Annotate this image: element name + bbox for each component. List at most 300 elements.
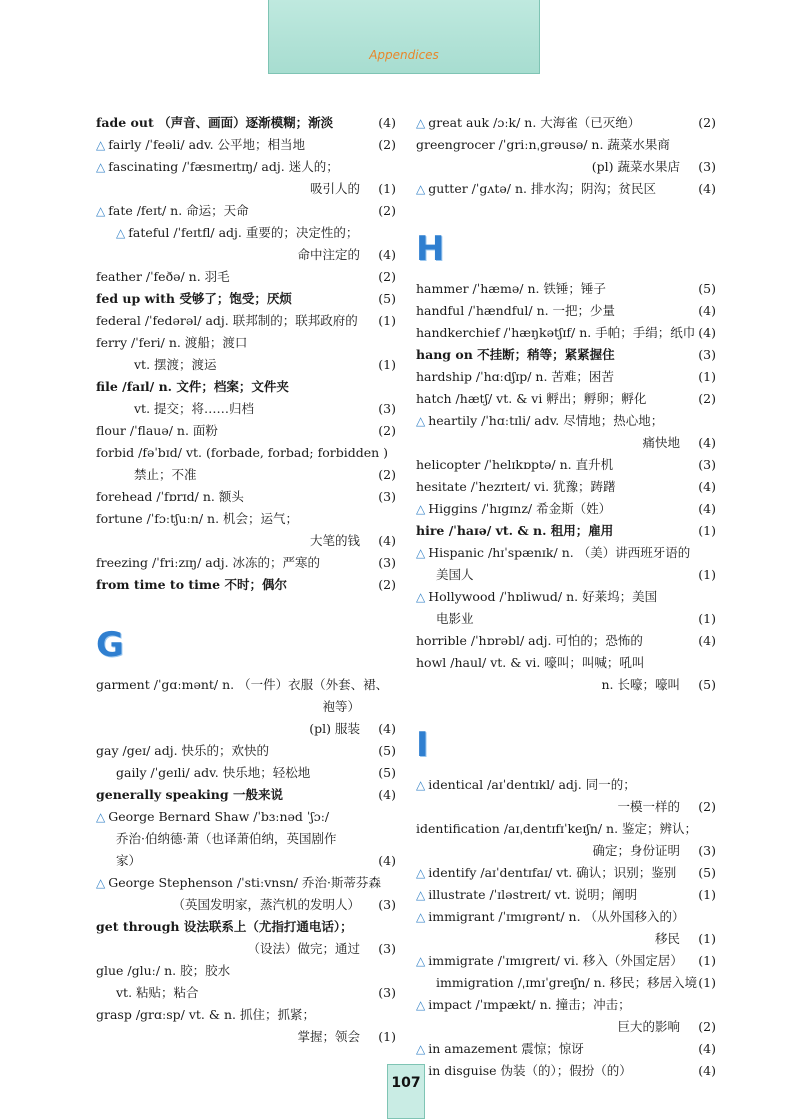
- entry-unit: (2): [378, 137, 396, 152]
- entry-text: [96, 112, 333, 134]
- entry-body: vt. 摆渡；渡运: [134, 357, 217, 372]
- entry-unit: (5): [378, 743, 396, 758]
- entry-unit: (1): [698, 567, 716, 582]
- entry-body: fade out （声音、画面）逐渐模糊；渐淡: [96, 115, 334, 130]
- entry-text: [116, 850, 141, 872]
- entry-text: [310, 530, 360, 552]
- entry-text: [592, 840, 680, 862]
- entry-unit: (1): [378, 181, 396, 196]
- entry-text: [134, 464, 197, 486]
- entry-text: [416, 994, 631, 1016]
- triangle-icon: △: [416, 866, 426, 880]
- entry-text: [310, 178, 360, 200]
- entry-body: （设法）做完；通过: [247, 941, 360, 956]
- entry-unit: (3): [698, 159, 716, 174]
- glossary-entry: [416, 994, 716, 1016]
- entry-unit: (1): [698, 611, 716, 626]
- entry-unit: (2): [378, 577, 396, 592]
- entry-body: fortune /ˈfɔːtʃuːn/ n. 机会；运气；: [96, 511, 299, 526]
- entry-body: get through 设法联系上（尤指打通电话）；: [96, 919, 353, 934]
- entry-body: fateful /ˈfeɪtfl/ adj. 重要的；决定性的；: [128, 225, 359, 240]
- entry-text: [96, 156, 339, 178]
- glossary-entry: [96, 508, 396, 530]
- entry-body: immigrate /ˈɪmɪgreɪt/ vi. 移入（外国定居）: [428, 953, 683, 968]
- glossary-entry: [416, 134, 716, 156]
- glossary-entry: [96, 200, 396, 222]
- entry-unit: (1): [698, 369, 716, 384]
- entry-text: [655, 928, 680, 950]
- glossary-entry: [96, 982, 396, 1004]
- entry-unit: (2): [698, 799, 716, 814]
- entry-text: [416, 410, 663, 432]
- page-number-box: [387, 1064, 425, 1119]
- glossary-entry: [416, 156, 716, 178]
- entry-text: [436, 564, 474, 586]
- glossary-entry: [416, 278, 716, 300]
- glossary-entry: [96, 916, 396, 938]
- section-letter-i: I: [416, 725, 429, 765]
- entry-unit: (4): [378, 533, 396, 548]
- entry-body: fed up with 受够了；饱受；厌烦: [96, 291, 292, 306]
- glossary-entry: [416, 476, 716, 498]
- glossary-entry: [96, 1026, 396, 1048]
- entry-text: [134, 398, 254, 420]
- entry-text: [416, 278, 606, 300]
- glossary-entry: [416, 344, 716, 366]
- page-number: 107: [391, 1075, 421, 1091]
- entry-text: [416, 520, 613, 542]
- entry-unit: (3): [378, 401, 396, 416]
- entry-text: [116, 828, 336, 850]
- entry-text: [96, 574, 287, 596]
- glossary-entry: [416, 388, 716, 410]
- entry-body: 乔治·伯纳德·萧（也译萧伯纳，英国剧作: [116, 831, 337, 846]
- glossary-entry: [416, 178, 716, 200]
- glossary-entry: [96, 894, 396, 916]
- entry-body: vt. 粘贴；粘合: [116, 985, 199, 1000]
- entry-unit: (2): [378, 467, 396, 482]
- glossary-entry: [96, 244, 396, 266]
- entry-text: [322, 696, 360, 718]
- entry-text: [297, 244, 360, 266]
- entry-body: great auk /ɔːk/ n. 大海雀（已灭绝）: [428, 115, 641, 130]
- entry-text: [96, 420, 218, 442]
- entry-body: 移民: [654, 931, 680, 946]
- entry-body: garment /ˈgɑːmənt/ n. （一件）衣服（外套、裙、: [96, 677, 389, 692]
- glossary-entry: [416, 498, 716, 520]
- glossary-entry: [416, 674, 716, 696]
- glossary-entry: [416, 950, 716, 972]
- glossary-entry: [96, 1004, 396, 1026]
- triangle-icon: △: [96, 138, 106, 152]
- entry-body: （英国发明家，蒸汽机的发明人）: [172, 897, 360, 912]
- entry-text: [96, 486, 244, 508]
- triangle-icon: △: [116, 226, 126, 240]
- entry-unit: (2): [378, 423, 396, 438]
- entry-text: [416, 300, 615, 322]
- entry-text: [416, 862, 676, 884]
- entry-body: 确定；身份证明: [592, 843, 680, 858]
- glossary-entry: [416, 410, 716, 432]
- entry-unit: (3): [378, 985, 396, 1000]
- triangle-icon: △: [96, 876, 106, 890]
- glossary-entry: [96, 718, 396, 740]
- entry-unit: (1): [378, 1029, 396, 1044]
- entry-text: [416, 652, 644, 674]
- glossary-entry: [96, 266, 396, 288]
- entry-body: vt. 提交；将……归档: [134, 401, 255, 416]
- entry-text: [96, 916, 353, 938]
- entry-body: hire /ˈhaɪə/ vt. & n. 租用；雇用: [416, 523, 614, 538]
- entry-unit: (2): [378, 203, 396, 218]
- entry-body: 大笔的钱: [309, 533, 360, 548]
- glossary-entry: [96, 486, 396, 508]
- entry-unit: (2): [698, 391, 716, 406]
- entry-unit: (5): [378, 765, 396, 780]
- entry-body: gaily /ˈgeɪli/ adv. 快乐地；轻松地: [116, 765, 311, 780]
- entry-body: George Bernard Shaw /ˈbɜːnəd ˈʃɔː/: [108, 809, 330, 824]
- section-gap: [96, 596, 396, 616]
- glossary-entry: [96, 332, 396, 354]
- entry-unit: (1): [378, 313, 396, 328]
- entry-text: [96, 310, 358, 332]
- triangle-icon: △: [96, 204, 106, 218]
- entry-body: generally speaking 一般来说: [96, 787, 283, 802]
- entry-text: [116, 982, 199, 1004]
- entry-text: [416, 586, 657, 608]
- entry-text: [96, 552, 320, 574]
- triangle-icon: △: [96, 160, 106, 174]
- glossary-entry: [96, 222, 396, 244]
- entry-unit: (2): [378, 269, 396, 284]
- glossary-entry: [416, 818, 716, 840]
- glossary-entry: [96, 784, 396, 806]
- entry-unit: (1): [698, 953, 716, 968]
- entry-body: 掌握；领会: [297, 1029, 360, 1044]
- entry-text: [416, 498, 611, 520]
- entry-text: [416, 950, 683, 972]
- glossary-entry: [416, 300, 716, 322]
- entry-body: 禁止；不准: [134, 467, 197, 482]
- entry-text: [617, 1016, 680, 1038]
- entry-text: [416, 774, 636, 796]
- entry-unit: (1): [698, 931, 716, 946]
- entry-body: howl /haul/ vt. & vi. 嚎叫；叫喊；吼叫: [416, 655, 645, 670]
- entry-body: file /faɪl/ n. 文件；档案；文件夹: [96, 379, 289, 394]
- entry-body: freezing /ˈfriːzɪŋ/ adj. 冰冻的；严寒的: [96, 555, 321, 570]
- glossary-entry: [96, 420, 396, 442]
- entry-body: Hispanic /hɪˈspænɪk/ n. （美）讲西班牙语的: [428, 545, 691, 560]
- entry-text: [247, 938, 360, 960]
- entry-body: handful /ˈhændful/ n. 一把；少量: [416, 303, 616, 318]
- entry-unit: (5): [698, 677, 716, 692]
- entry-text: [416, 112, 640, 134]
- entry-body: 家）: [116, 853, 142, 868]
- glossary-entry: [416, 1016, 716, 1038]
- section-gap: [416, 200, 716, 220]
- entry-unit: (4): [698, 1063, 716, 1078]
- entry-text: [96, 266, 230, 288]
- glossary-entry: [416, 520, 716, 542]
- entry-text: [416, 884, 637, 906]
- entry-body: helicopter /ˈhelɪkɒptə/ n. 直升机: [416, 457, 614, 472]
- glossary-entry: [416, 608, 716, 630]
- glossary-entry: [96, 696, 396, 718]
- glossary-entry: [96, 762, 396, 784]
- entry-unit: (3): [378, 555, 396, 570]
- glossary-entry: [96, 156, 396, 178]
- glossary-entry: [96, 376, 396, 398]
- entry-body: 痛快地: [642, 435, 680, 450]
- triangle-icon: △: [416, 590, 426, 604]
- glossary-entry: [96, 938, 396, 960]
- entry-unit: (1): [698, 887, 716, 902]
- entry-text: [96, 200, 249, 222]
- entry-body: 一模一样的: [617, 799, 680, 814]
- glossary-entry: [96, 850, 396, 872]
- entry-unit: (4): [698, 633, 716, 648]
- entry-text: [416, 1060, 632, 1082]
- glossary-entry: [416, 906, 716, 928]
- glossary-entry: [96, 464, 396, 486]
- entry-text: [96, 960, 230, 982]
- glossary-entry: [96, 574, 396, 596]
- entry-body: hammer /ˈhæmə/ n. 铁锤；锤子: [416, 281, 606, 296]
- entry-unit: (4): [378, 787, 396, 802]
- triangle-icon: △: [416, 998, 426, 1012]
- glossary-entry: [96, 806, 396, 828]
- entry-text: [416, 476, 616, 498]
- entry-unit: (2): [698, 1019, 716, 1034]
- glossary-entry: [416, 796, 716, 818]
- glossary-entry: [416, 542, 716, 564]
- entry-body: (pl) 服装: [309, 721, 360, 736]
- entry-text: [96, 872, 381, 894]
- triangle-icon: △: [416, 546, 426, 560]
- entry-text: [116, 222, 358, 244]
- entry-body: federal /ˈfedərəl/ adj. 联邦制的；联邦政府的: [96, 313, 358, 328]
- glossary-entry: [416, 840, 716, 862]
- entry-body: flour /ˈflauə/ n. 面粉: [96, 423, 218, 438]
- triangle-icon: △: [416, 414, 426, 428]
- entry-unit: (3): [698, 347, 716, 362]
- entry-unit: (3): [378, 489, 396, 504]
- entry-text: [96, 376, 289, 398]
- glossary-entry: [416, 586, 716, 608]
- entry-text: [416, 178, 656, 200]
- entry-body: immigrant /ˈɪmɪgrənt/ n. （从外国移入的）: [428, 909, 685, 924]
- entry-body: impact /ˈɪmpækt/ n. 撞击；冲击；: [428, 997, 631, 1012]
- entry-text: [617, 796, 680, 818]
- entry-text: [134, 354, 217, 376]
- glossary-entry: [416, 774, 716, 796]
- entry-text: [96, 1004, 315, 1026]
- entry-body: in amazement 震惊；惊讶: [428, 1041, 584, 1056]
- entry-unit: (3): [698, 843, 716, 858]
- entry-body: gutter /ˈgʌtə/ n. 排水沟；阴沟；贫民区: [428, 181, 656, 196]
- section-letter-g: G: [96, 625, 124, 665]
- entry-body: in disguise 伪装（的）；假扮（的）: [428, 1063, 632, 1078]
- entry-unit: (3): [378, 941, 396, 956]
- entry-body: hardship /ˈhɑːdʃɪp/ n. 苦难；困苦: [416, 369, 614, 384]
- appendices-header-tab: [268, 0, 540, 74]
- entry-text: [309, 718, 360, 740]
- glossary-entry: [96, 112, 396, 134]
- entry-body: immigration /ˌɪmɪˈgreɪʃn/ n. 移民；移居入境: [436, 975, 698, 990]
- triangle-icon: △: [416, 116, 426, 130]
- glossary-entry: [416, 884, 716, 906]
- entry-text: [642, 432, 680, 454]
- section-letter-h: H: [416, 229, 445, 269]
- glossary-entry: [416, 652, 716, 674]
- entry-body: identify /aɪˈdentɪfaɪ/ vt. 确认；识别；鉴别: [428, 865, 677, 880]
- entry-text: [416, 454, 613, 476]
- entry-body: illustrate /ˈɪləstreɪt/ vt. 说明；阐明: [428, 887, 638, 902]
- entry-text: [416, 542, 690, 564]
- glossary-entry: [96, 740, 396, 762]
- entry-body: glue /gluː/ n. 胶；胶水: [96, 963, 231, 978]
- glossary-entry: [96, 552, 396, 574]
- glossary-entry: [416, 112, 716, 134]
- entry-unit: (5): [378, 291, 396, 306]
- glossary-entry: [416, 454, 716, 476]
- entry-unit: (2): [698, 115, 716, 130]
- entry-body: 袍等）: [322, 699, 360, 714]
- entry-text: [96, 784, 283, 806]
- entry-unit: (5): [698, 865, 716, 880]
- entry-body: fairly /ˈfeəli/ adv. 公平地；相当地: [108, 137, 306, 152]
- entry-body: horrible /ˈhɒrəbl/ adj. 可怕的；恐怖的: [416, 633, 643, 648]
- entry-text: [416, 906, 685, 928]
- triangle-icon: △: [416, 778, 426, 792]
- entry-text: [96, 740, 269, 762]
- entry-unit: (4): [698, 435, 716, 450]
- glossary-entry: [416, 972, 716, 994]
- entry-body: 美国人: [436, 567, 474, 582]
- entry-unit: (1): [378, 357, 396, 372]
- entry-text: [436, 972, 697, 994]
- entry-body: identical /aɪˈdentɪkl/ adj. 同一的；: [428, 777, 636, 792]
- glossary-entry: [416, 322, 716, 344]
- entry-body: hesitate /ˈhezɪteɪt/ vi. 犹豫；踌躇: [416, 479, 616, 494]
- entry-unit: (4): [378, 853, 396, 868]
- entry-text: [96, 508, 298, 530]
- entry-body: 电影业: [436, 611, 474, 626]
- header-title: Appendices: [369, 48, 439, 62]
- entry-body: identification /aɪˌdentɪfɪˈkeɪʃn/ n. 鉴定；辨认；: [416, 821, 698, 836]
- glossary-entry: [416, 928, 716, 950]
- entry-body: handkerchief /ˈhæŋkətʃɪf/ n. 手帕；手绢；纸巾: [416, 325, 696, 340]
- entry-unit: (4): [378, 115, 396, 130]
- entry-body: fate /feɪt/ n. 命运；天命: [108, 203, 249, 218]
- glossary-entry: [96, 674, 396, 696]
- glossary-entry: [96, 960, 396, 982]
- entry-text: [416, 322, 695, 344]
- glossary-entry: [416, 366, 716, 388]
- glossary-entry: [416, 432, 716, 454]
- triangle-icon: △: [416, 182, 426, 196]
- entry-text: [96, 134, 305, 156]
- entry-unit: (4): [698, 325, 716, 340]
- entry-body: George Stephenson /ˈstiːvnsn/ 乔治·斯蒂芬森: [108, 875, 381, 890]
- entry-unit: (4): [698, 181, 716, 196]
- entry-text: [96, 288, 292, 310]
- entry-body: forbid /fəˈbɪd/ vt. (forbade, forbad; forbidden ): [96, 445, 388, 460]
- triangle-icon: △: [416, 910, 426, 924]
- triangle-icon: △: [416, 888, 426, 902]
- glossary-entry: [96, 530, 396, 552]
- entry-body: 吸引人的: [309, 181, 360, 196]
- triangle-icon: △: [96, 810, 106, 824]
- entry-text: [172, 894, 360, 916]
- entry-text: [416, 344, 615, 366]
- entry-text: [416, 1038, 584, 1060]
- entry-text: [116, 762, 310, 784]
- left-column: [96, 112, 396, 1048]
- entry-body: n. 长嚎；嚎叫: [601, 677, 680, 692]
- glossary-entry: [96, 828, 396, 850]
- entry-body: heartily /ˈhɑːtɪli/ adv. 尽情地；热心地；: [428, 413, 664, 428]
- glossary-entry: [96, 134, 396, 156]
- entry-body: 巨大的影响: [617, 1019, 680, 1034]
- entry-text: [592, 156, 680, 178]
- entry-text: [96, 332, 247, 354]
- entry-body: hatch /hætʃ/ vt. & vi 孵出；孵卵；孵化: [416, 391, 647, 406]
- entry-text: [416, 630, 643, 652]
- glossary-entry: [96, 354, 396, 376]
- entry-unit: (4): [698, 1041, 716, 1056]
- entry-body: feather /ˈfeðə/ n. 羽毛: [96, 269, 230, 284]
- entry-body: greengrocer /ˈgriːnˌgrəusə/ n. 蔬菜水果商: [416, 137, 670, 152]
- entry-text: [96, 806, 329, 828]
- entry-body: Higgins /ˈhɪgɪnz/ 希金斯（姓）: [428, 501, 612, 516]
- glossary-entry: [416, 630, 716, 652]
- triangle-icon: △: [416, 1042, 426, 1056]
- glossary-entry: [96, 398, 396, 420]
- glossary-entry: [96, 442, 396, 464]
- glossary-entry: [96, 288, 396, 310]
- entry-text: [416, 388, 646, 410]
- entry-body: hang on 不挂断；稍等；紧紧握住: [416, 347, 615, 362]
- entry-body: forehead /ˈfɒrɪd/ n. 额头: [96, 489, 244, 504]
- entry-text: [602, 674, 681, 696]
- glossary-entry: [96, 178, 396, 200]
- entry-unit: (4): [378, 721, 396, 736]
- entry-unit: (3): [378, 897, 396, 912]
- glossary-entry: [416, 1038, 716, 1060]
- triangle-icon: △: [416, 954, 426, 968]
- entry-body: grasp /grɑːsp/ vt. & n. 抓住；抓紧；: [96, 1007, 315, 1022]
- entry-body: Hollywood /ˈhɒliwud/ n. 好莱坞；美国: [428, 589, 658, 604]
- glossary-entry: [416, 1060, 716, 1082]
- entry-body: gay /geɪ/ adj. 快乐的；欢快的: [96, 743, 270, 758]
- entry-unit: (4): [698, 501, 716, 516]
- entry-text: [416, 818, 697, 840]
- glossary-entry: [416, 564, 716, 586]
- entry-unit: (4): [698, 479, 716, 494]
- glossary-entry: [96, 310, 396, 332]
- entry-text: [96, 442, 388, 464]
- entry-unit: (5): [698, 281, 716, 296]
- entry-unit: (4): [378, 247, 396, 262]
- section-gap: [416, 696, 716, 716]
- entry-body: 命中注定的: [297, 247, 360, 262]
- glossary-entry: [416, 862, 716, 884]
- entry-body: from time to time 不时；偶尔: [96, 577, 287, 592]
- entry-text: [436, 608, 474, 630]
- glossary-entry: [96, 872, 396, 894]
- entry-text: [297, 1026, 360, 1048]
